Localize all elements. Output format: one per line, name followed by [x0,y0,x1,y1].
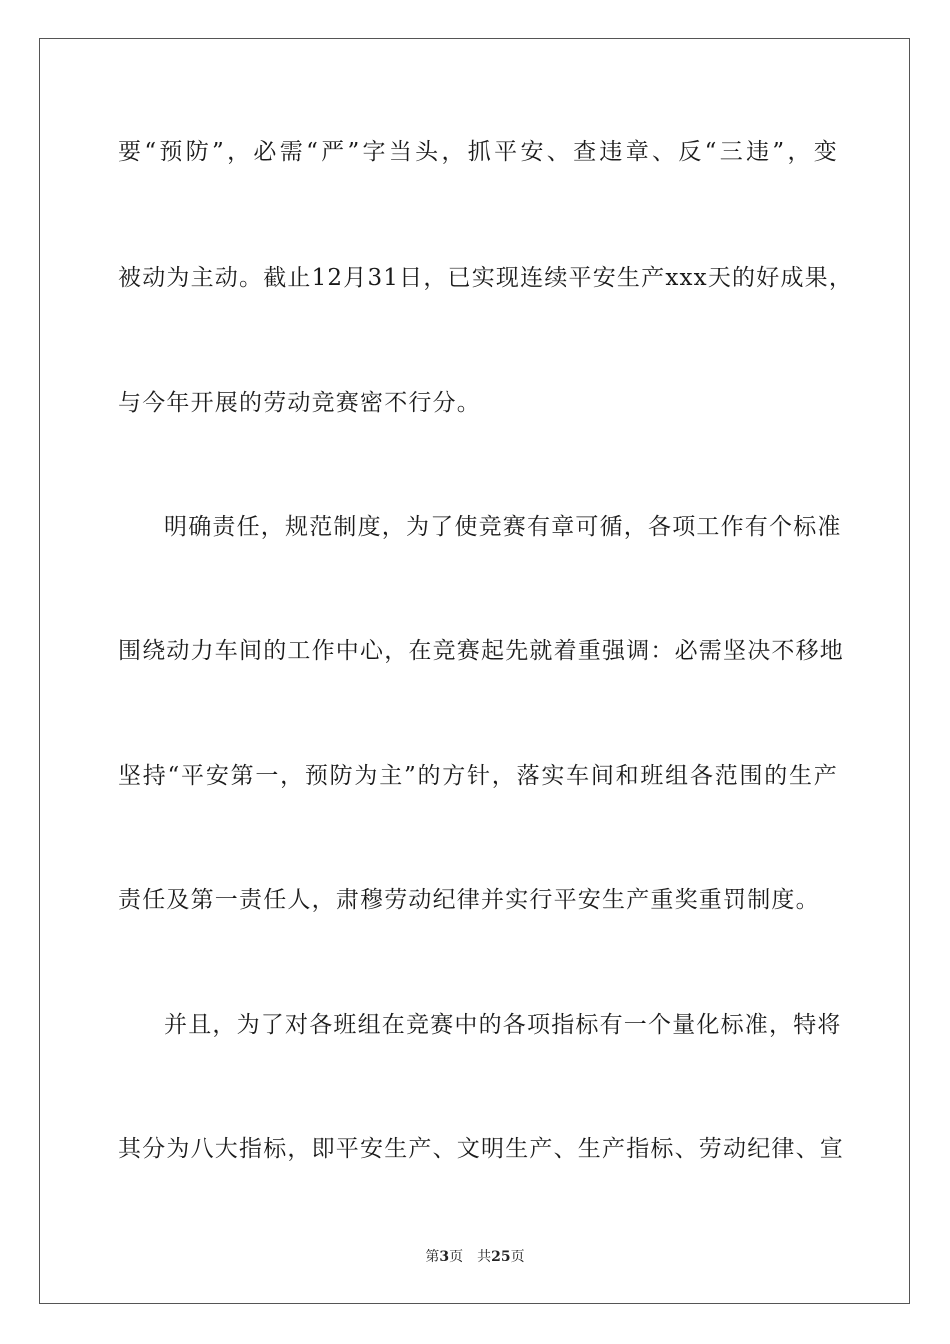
body-line-3: 与今年开展的劳动竞赛密不行分。 [118,390,481,416]
body-line-5: 围绕动力车间的工作中心，在竞赛起先就着重强调：必需坚决不移地 [118,638,844,664]
page-label-prefix: 第 [425,1249,440,1265]
body-line-4: 明确责任，规范制度，为了使竞赛有章可循，各项工作有个标准 [164,514,842,540]
page-frame [39,38,910,1304]
total-label-suffix: 页 [510,1249,525,1265]
total-pages-number: 25 [491,1249,511,1265]
body-line-8: 并且，为了对各班组在竞赛中的各项指标有一个量化标准，特将 [164,1012,842,1038]
body-line-2: 被动为主动。截止12月31日，已实现连续平安生产xxx天的好成果， [118,265,854,291]
current-page-number: 3 [439,1249,450,1265]
body-line-9: 其分为八大指标，即平安生产、文明生产、生产指标、劳动纪律、宣 [118,1136,844,1162]
body-line-6: 坚持“平安第一，预防为主”的方针，落实车间和班组各范围的生产 [118,763,838,789]
page-label-suffix: 页 [449,1249,464,1265]
total-label-prefix: 共 [477,1249,492,1265]
page-footer [0,1248,950,1266]
body-line-7: 责任及第一责任人，肃穆劳动纪律并实行平安生产重奖重罚制度。 [118,887,820,913]
body-line-1: 要“预防”，必需“严”字当头，抓平安、查违章、反“三违”，变 [118,139,838,165]
